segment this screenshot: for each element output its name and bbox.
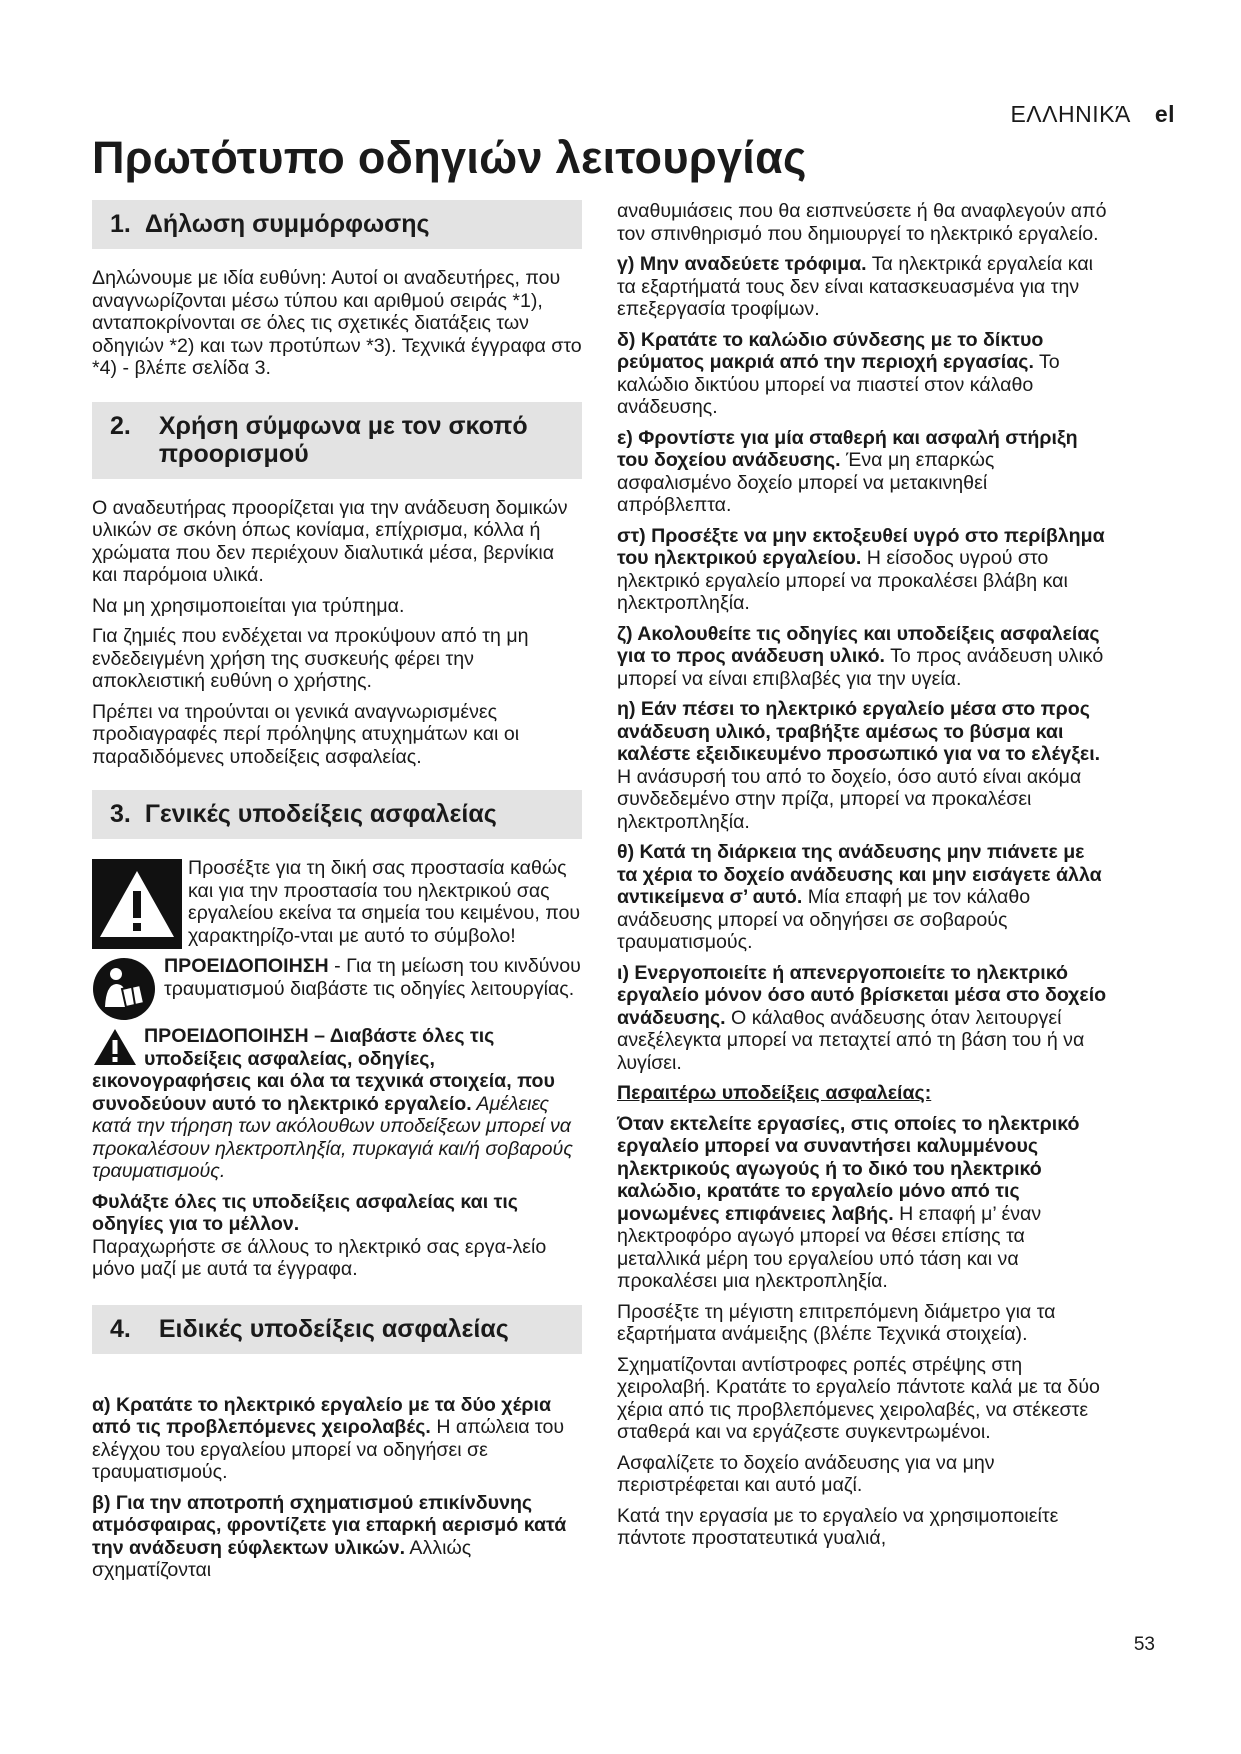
section-heading-4	[92, 1305, 582, 1354]
rule-b-continued: αναθυμιάσεις που θα εισπνεύσετε ή θα αναφλεγούν από τον σπινθηρισμό που δημιουργεί το ηλεκτρικό εργαλείο.	[617, 200, 1107, 245]
read-manual-icon	[92, 957, 156, 1021]
rule-a-text: Η απώλεια του ελέγχου του εργαλείου μπορεί να οδηγήσει σε τραυματισμούς.	[92, 1416, 565, 1483]
left-column	[92, 200, 582, 1590]
language-name: ΕΛΛΗΝΙΚΆ	[1010, 101, 1131, 127]
warning-consequence-text: Αμέλειες κατά την τήρηση των ακόλουθων υποδείξεων μπορεί να προκαλέσουν ηλεκτροπληξία, πυρκαγιά και/ή σοβαρούς τραυματισμούς.	[92, 1092, 573, 1182]
rule-z-text: Το προς ανάδευση υλικό μπορεί να είναι επιβλαβές για την υγεία.	[617, 645, 1104, 690]
section-number: 2.	[110, 411, 131, 440]
declaration-text: Δηλώνουμε με ιδία ευθύνη: Αυτοί οι αναδευτήρες, που αναγνωρίζονται μέσω τύπου και αριθμού σειράς *1), ανταποκρίνονται σε όλες τις σχετικές διατάξεις των οδηγιών *2) και των προτύπων *3). Τεχνικά έγγραφα στο *4) - βλέπε σελίδα 3.	[92, 267, 582, 379]
warning-triangle-small-icon	[92, 1027, 138, 1067]
section-heading-1	[92, 200, 582, 249]
further-rule-5: Κατά την εργασία με το εργαλείο να χρησιμοποιείτε πάντοτε προστατευτικά γυαλιά,	[617, 1504, 1059, 1549]
attention-block	[92, 857, 582, 947]
section-heading-2	[92, 402, 582, 479]
no-drilling-text: Να μη χρησιμοποιείται για τρύπημα.	[92, 594, 405, 617]
section-title: Δήλωση συμμόρφωσης	[144, 210, 430, 238]
warning-all-block	[92, 1025, 582, 1183]
warning-text: - Για τη μείωση του κινδύνου τραυματισμού διαβάστε τις οδηγίες λειτουργίας.	[164, 955, 581, 1000]
further-safety-heading: Περαιτέρω υποδείξεις ασφαλείας:	[617, 1082, 932, 1104]
further-rule-3: Σχηματίζονται αντίστροφες ροπές στρέψης στη χειρολαβή. Κρατάτε το εργαλείο πάντοτε καλά με τα δύο χέρια από τις προβλεπόμενες χειρολαβές, να στέκεστε σταθερά και να εργάζεστε συγκεντρωμένοι.	[617, 1353, 1100, 1443]
rule-h-text: Η ανάσυρσή του από το δοχείο, όσο αυτό είναι ακόμα συνδεδεμένο στην πρίζα, μπορεί να προκαλέσει ηλεκτροπληξία.	[617, 765, 1082, 833]
right-column	[617, 200, 1107, 1558]
section-title: Χρήση σύμφωνα με τον σκοπό προορισμού	[158, 411, 528, 468]
rule-c-bold: γ) Μην αναδεύετε τρόφιμα.	[617, 253, 867, 275]
further-rule-1-text: Η επαφή μ’ έναν ηλεκτροφόρο αγωγό μπορεί να θέσει επίσης τα μεταλλικά μέρη του εργαλείου υπό τάση και να προκαλέσει μια ηλεκτροπληξία.	[617, 1202, 1042, 1292]
rule-z-bold: ζ) Ακολουθείτε τις οδηγίες και υποδείξεις ασφαλείας για το προς ανάδευση υλικό.	[617, 622, 1100, 667]
warning-label: ΠΡΟΕΙΔΟΠΟΙΗΣΗ	[164, 955, 329, 977]
rule-h-bold: η) Εάν πέσει το ηλεκτρικό εργαλείο μέσα στο προς ανάδευση υλικό, τραβήξτε αμέσως το βύσμα και καλέστε εξειδικευμένο προσωπικό για να το ελέγξει.	[617, 698, 1101, 765]
further-rule-1-bold: Όταν εκτελείτε εργασίες, στις οποίες το ηλεκτρικό εργαλείο μπορεί να συναντήσει καλυμμένους ηλεκτρικούς αγωγούς ή το δικό του ηλεκτρικό καλώδιο, κρατάτε το εργαλείο μόνο από τις μονωμένες επιφάνειες λαβής.	[617, 1112, 1080, 1225]
liability-text: Για ζημιές που ενδέχεται να προκύψουν από τη μη ενδεδειγμένη χρήση της συσκευής φέρει την αποκλειστική ευθύνη ο χρήστης.	[92, 625, 529, 692]
keep-instructions-text: Φυλάξτε όλες τις υποδείξεις ασφαλείας και τις οδηγίες για το μέλλον.	[92, 1190, 518, 1235]
rule-a-bold: α) Κρατάτε το ηλεκτρικό εργαλείο με τα δύο χέρια από τις προβλεπόμενες χειρολαβές.	[92, 1393, 552, 1438]
intended-use-text: Ο αναδευτήρας προορίζεται για την ανάδευση δομικών υλικών σε σκόνη όπως κονίαμα, επίχρισμα, κόλλα ή χρώματα που δεν περιέχουν διαλυτικά μέσα, βερνίκια και παρόμοια υλικά.	[92, 496, 568, 586]
attention-text: Προσέξτε για τη δική σας προστασία καθώς και για την προστασία του ηλεκτρικού σας εργαλείου εκείνα τα σημεία του κειμένου, που χαρακτηρίζο-νται με αυτό το σύμβολο!	[188, 857, 581, 947]
further-rule-2: Προσέξτε τη μέγιστη επιτρεπόμενη διάμετρο για τα εξαρτήματα ανάμειξης (βλέπε Τεχνικά στοιχεία).	[617, 1300, 1056, 1345]
rule-th-text: Μία επαφή με τον κάλαθο ανάδευσης μπορεί να οδηγήσει σε σοβαρούς τραυματισμούς.	[617, 886, 1031, 953]
read-manual-block	[92, 955, 582, 1019]
rule-st-bold: στ) Προσέξτε να μην εκτοξευθεί υγρό στο περίβλημα του ηλεκτρικού εργαλείου.	[617, 524, 1105, 569]
section-title: Γενικές υποδείξεις ασφαλείας	[144, 800, 497, 828]
warning-triangle-icon	[92, 859, 182, 949]
rule-i-text: Ο κάλαθος ανάδευσης όταν λειτουργεί ανεξέλεγκτα μπορεί να πεταχτεί από τη βάση του ή να λυγίσει.	[617, 1006, 1085, 1074]
language-label	[1010, 101, 1175, 128]
rule-b-bold: β) Για την αποτροπή σχηματισμού επικίνδυνης ατμόσφαιρας, φροντίζετε για επαρκή αερισμό κατά την ανάδευση εύφλεκτων υλικών.	[92, 1491, 567, 1559]
rule-i-bold: ι) Ενεργοποιείτε ή απενεργοποιείτε το ηλεκτρικό εργαλείο μόνον όσο αυτό βρίσκεται μέσα στο δοχείο ανάδευσης.	[617, 961, 1107, 1029]
rule-b-text: Αλλιώς σχηματίζονται	[92, 1536, 472, 1581]
language-code: el	[1154, 101, 1175, 127]
warning-all-text: ΠΡΟΕΙΔΟΠΟΙΗΣΗ – Διαβάστε όλες τις υποδείξεις ασφαλείας, οδηγίες, εικονογραφήσεις και όλα τα τεχνικά στοιχεία, που συνοδεύουν αυτό το ηλεκτρικό εργαλείο.	[92, 1025, 555, 1115]
page-title: Πρωτότυπο οδηγιών λειτουργίας	[92, 132, 807, 183]
section-number: 4.	[110, 1314, 131, 1343]
rule-d-bold: δ) Κρατάτε το καλώδιο σύνδεσης με το δίκτυο ρεύματος μακριά από την περιοχή εργασίας.	[617, 328, 1044, 373]
rule-e-bold: ε) Φροντίστε για μία σταθερή και ασφαλή στήριξη του δοχείου ανάδευσης.	[617, 426, 1078, 471]
rule-st-text: Η είσοδος υγρού στο ηλεκτρικό εργαλείο μπορεί να προκαλέσει βλάβη και ηλεκτροπληξία.	[617, 547, 1068, 614]
section-number: 1.	[110, 210, 131, 238]
accident-prevention-text: Πρέπει να τηρούνται οι γενικά αναγνωρισμένες προδιαγραφές περί πρόληψης ατυχημάτων και οι παραδιδόμενες υποδείξεις ασφαλείας.	[92, 700, 520, 768]
further-rule-4: Ασφαλίζετε το δοχείο ανάδευσης για να μην περιστρέφεται και αυτό μαζί.	[617, 1451, 995, 1496]
section-number: 3.	[110, 800, 131, 828]
rule-d-text: Το καλώδιο δικτύου μπορεί να πιαστεί στον κάλαθο ανάδευσης.	[617, 351, 1060, 418]
rule-e-text: Ένα μη επαρκώς ασφαλισμένο δοχείο μπορεί να μετακινηθεί απρόβλεπτα.	[617, 449, 995, 516]
section-title: Ειδικές υποδείξεις ασφαλείας	[158, 1314, 509, 1343]
rule-th-bold: θ) Κατά τη διάρκεια της ανάδευσης μην πιάνετε με τα χέρια το δοχείο ανάδευσης και μην εισάγετε άλλα αντικείμενα σ’ αυτό.	[617, 841, 1102, 908]
page-number: 53	[1133, 1634, 1155, 1655]
section-heading-3	[92, 790, 582, 839]
rule-c-text: Τα ηλεκτρικά εργαλεία και τα εξαρτήματά τους δεν είναι κατασκευασμένα για την επεξεργασία τροφίμων.	[617, 253, 1094, 320]
pass-on-text: Παραχωρήστε σε άλλους το ηλεκτρικό σας εργα-λείο μόνο μαζί με αυτά τα έγγραφα.	[92, 1235, 547, 1280]
